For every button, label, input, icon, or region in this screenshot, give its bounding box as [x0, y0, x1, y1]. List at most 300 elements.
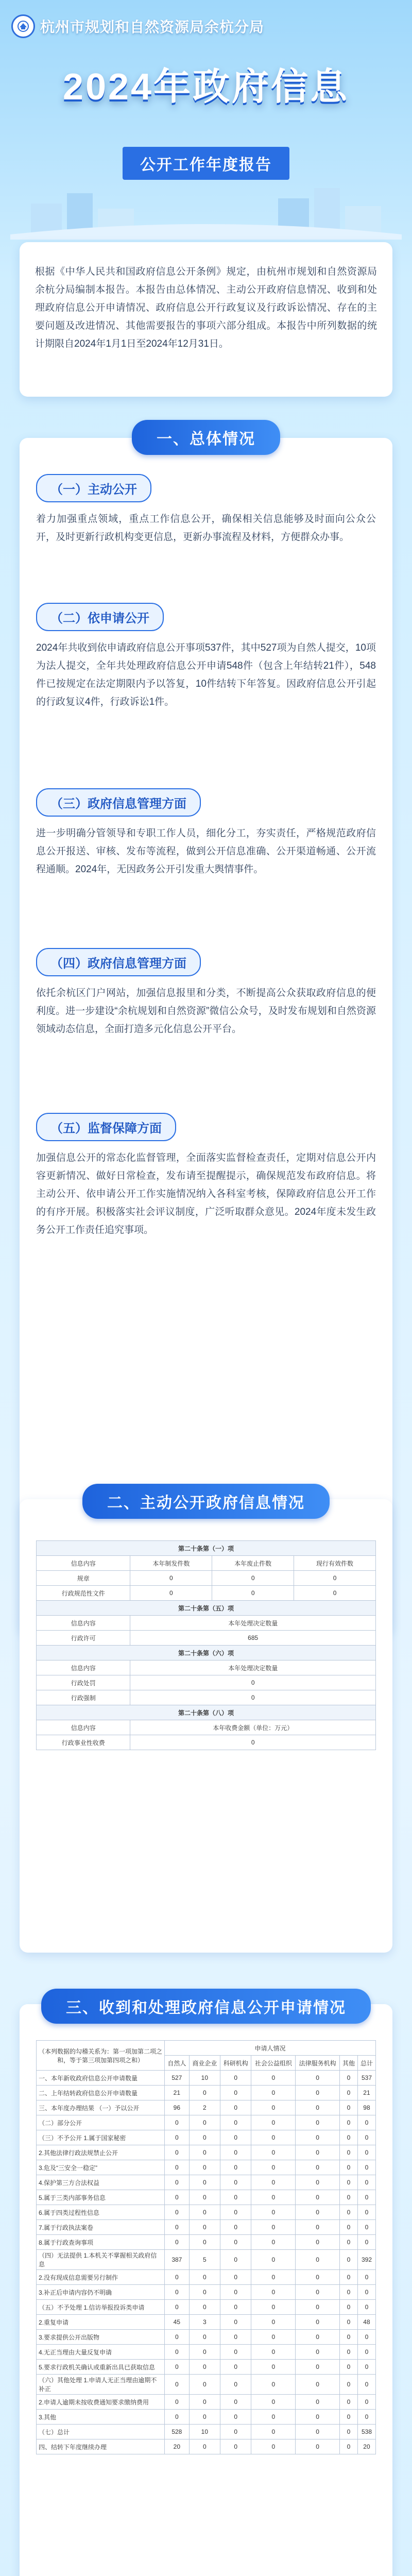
s3-cell: 3: [189, 2315, 220, 2330]
s3-cell: 二、上年结转政府信息公开申请数量: [37, 2086, 165, 2100]
s2-cell: 行政强制: [37, 1690, 130, 1705]
s3-table: [36, 2040, 376, 2454]
s3-cell: 0: [165, 2130, 190, 2145]
s3-cell: 0: [165, 2115, 190, 2130]
s3-cell: 0: [357, 2360, 375, 2375]
s2-cell: 0: [294, 1586, 376, 1601]
s2-cell: 0: [130, 1735, 376, 1750]
page-subtitle: 公开工作年度报告: [123, 147, 289, 180]
s2-row: [37, 1690, 376, 1705]
s3-cell: 0: [340, 2285, 358, 2300]
s3-cell: 0: [340, 2270, 358, 2285]
s3-cell: 528: [165, 2425, 190, 2439]
s3-cell: 0: [165, 2160, 190, 2175]
s3-cell: 0: [220, 2130, 251, 2145]
s3-cell: 8.属于行政查询事项: [37, 2235, 165, 2250]
s3-cell: 0: [251, 2315, 296, 2330]
s3-cell: 0: [220, 2205, 251, 2220]
s2-cell: 本年收费金额（单位：万元）: [130, 1720, 376, 1735]
s3-cell: 0: [296, 2235, 340, 2250]
s3-cell: 0: [220, 2235, 251, 2250]
s3-cell: 0: [357, 2410, 375, 2425]
s3-cell: 0: [357, 2345, 375, 2360]
s3-cell: 0: [189, 2395, 220, 2410]
s1-sub2-heading: [36, 603, 164, 631]
s3-cell: 0: [165, 2345, 190, 2360]
s3-cell: 2.其他法律行政法规禁止公开: [37, 2145, 165, 2160]
s3-cell: 0: [189, 2220, 220, 2235]
s3-cell: 48: [357, 2315, 375, 2330]
s3-cell: 10: [189, 2071, 220, 2086]
s2-cell: 信息内容: [37, 1556, 130, 1571]
s3-cell: 0: [357, 2395, 375, 2410]
s2-row: [37, 1616, 376, 1631]
s2-cell: 本年制发件数: [130, 1556, 212, 1571]
s3-cell: 45: [165, 2315, 190, 2330]
s3-cell: 0: [251, 2300, 296, 2315]
s3-cell: 0: [296, 2330, 340, 2345]
s3-row: [37, 2086, 376, 2100]
s3-row: [37, 2395, 376, 2410]
s3-cell: 0: [357, 2175, 375, 2190]
s3-cell: 0: [340, 2395, 358, 2410]
s3-cell: 0: [340, 2086, 358, 2100]
s3-row: [37, 2100, 376, 2115]
s3-row: [37, 2145, 376, 2160]
org-name: 杭州市规划和自然资源局余杭分局: [40, 19, 265, 35]
s3-cell: 0: [165, 2300, 190, 2315]
s3-cell: 0: [165, 2285, 190, 2300]
s1-sub5-text: 加强信息公开的常态化监督管理，全面落实监督检查责任，定期对信息公开内容更新情况、做好日常检查，发布请至提醒提示，确保规范发布政府信息。将主动公开、依申请公开工作实施情况纳入各科室考核，保障政府信息公开工作的有序开展。积极落实社会评议制度，广泛听取群众意见。2024年度未发生政务公开工作责任追究事项。: [36, 1153, 376, 1235]
s3-cell: 0: [357, 2160, 375, 2175]
s3-cell: 0: [251, 2115, 296, 2130]
s3-cell: 0: [251, 2100, 296, 2115]
s3-cell: 3.补正后申请内容仍不明确: [37, 2285, 165, 2300]
s3-cell: 3.其他: [37, 2410, 165, 2425]
s3-cell: 0: [189, 2375, 220, 2395]
s3-cell: 3.危及“三安全一稳定”: [37, 2160, 165, 2175]
s3-cell: 2: [189, 2100, 220, 2115]
s3-cell: 0: [340, 2205, 358, 2220]
s3-cell: 0: [220, 2190, 251, 2205]
section-1-title: 一、总体情况: [132, 420, 280, 455]
s1-sub3-title: （三）政府信息管理方面: [36, 788, 201, 817]
s3-cell: 0: [251, 2285, 296, 2300]
s2-table-wrap: [36, 1540, 376, 1750]
s3-row: [37, 2345, 376, 2360]
s3-cell: 0: [296, 2220, 340, 2235]
s3-row: [37, 2115, 376, 2130]
s3-cell: 0: [251, 2345, 296, 2360]
intro-text: 根据《中华人民共和国政府信息公开条例》规定，由杭州市规划和自然资源局余杭分局编制本报告。本报告由总体情况、主动公开政府信息情况、收到和处理政府信息公开申请情况、政府信息公开行政复议及行政诉讼情况、存在的主要问题及改进情况、其他需要报告的事项六部分组成。本报告中所列数据的统计期限自2024年1月1日至2024年12月31日。: [35, 266, 377, 349]
s3-cell: 0: [220, 2439, 251, 2454]
s3-cell: 0: [340, 2375, 358, 2395]
s3-cell: 0: [220, 2360, 251, 2375]
s3-table-wrap: [36, 2040, 376, 2454]
s2-row: [37, 1631, 376, 1646]
s3-cell: 0: [357, 2235, 375, 2250]
s3-cell: 0: [189, 2330, 220, 2345]
s1-sub2-title: （二）依申请公开: [36, 603, 164, 631]
section-2-banner: [0, 1484, 412, 1519]
s1-sub3-text: 进一步明确分管领导和专职工作人员，细化分工，夯实责任，严格规范政府信息公开报送、审核、发布等流程，做到公开信息准确、公开渠道畅通、公开流程通顺。2024年，无因政务公开引发重大舆情事件。: [36, 828, 376, 875]
s3-row: [37, 2235, 376, 2250]
s1-sub3-heading: [36, 788, 201, 817]
s3-cell: 0: [220, 2220, 251, 2235]
s3-cell: 0: [357, 2205, 375, 2220]
s2-cell: 本年废止件数: [212, 1556, 294, 1571]
s1-sub5-title: （五）监督保障方面: [36, 1113, 176, 1141]
s3-cell: 4.保护第三方合法权益: [37, 2175, 165, 2190]
s3-header-cell: 总计: [357, 2056, 375, 2071]
s3-cell: （三）不予公开 1.属于国家秘密: [37, 2130, 165, 2145]
s3-row: [37, 2425, 376, 2439]
s1-sub2-text: 2024年共收到依申请政府信息公开事项537件，其中527项为自然人提交，10项为法人提交，全年共处理政府信息公开申请548件（包含上年结转21件），548件已按规定在法定期限内予以答复，10件结转下年答复。因政府信息公开引起的行政复议4件，行政诉讼1件。: [36, 642, 376, 707]
header: [0, 0, 412, 242]
s2-row: [37, 1660, 376, 1675]
s2-row: [37, 1675, 376, 1690]
s3-cell: 0: [165, 2220, 190, 2235]
s3-cell: 0: [296, 2130, 340, 2145]
s2-cell: 规章: [37, 1571, 130, 1586]
s3-cell: 0: [220, 2285, 251, 2300]
s2-cell: 信息内容: [37, 1660, 130, 1675]
s3-row: [37, 2250, 376, 2270]
s3-cell: 0: [165, 2360, 190, 2375]
s3-row: [37, 2330, 376, 2345]
s3-cell: 0: [296, 2205, 340, 2220]
s3-cell: 0: [296, 2345, 340, 2360]
s3-cell: （二）部分公开: [37, 2115, 165, 2130]
s3-cell: 0: [340, 2220, 358, 2235]
s3-header-cell: 社会公益组织: [251, 2056, 296, 2071]
s3-cell: 0: [189, 2270, 220, 2285]
s3-cell: 0: [296, 2086, 340, 2100]
s3-cell: 0: [340, 2300, 358, 2315]
s3-cell: 0: [357, 2375, 375, 2395]
s2-table: [36, 1540, 376, 1750]
s3-cell: 0: [220, 2395, 251, 2410]
s3-cell: （四）无法提供 1.本机关不掌握相关政府信息: [37, 2250, 165, 2270]
s3-cell: 0: [296, 2439, 340, 2454]
s3-cell: 0: [165, 2410, 190, 2425]
section-3-banner: [0, 1989, 412, 2024]
s2-cell: 685: [130, 1631, 376, 1646]
s3-cell: 0: [189, 2360, 220, 2375]
s3-cell: 0: [251, 2360, 296, 2375]
s3-cell: 0: [251, 2205, 296, 2220]
s3-cell: 0: [340, 2345, 358, 2360]
emblem-icon: [11, 14, 35, 38]
s3-cell: 0: [165, 2395, 190, 2410]
s3-cell: 0: [220, 2375, 251, 2395]
s3-cell: 0: [296, 2360, 340, 2375]
s3-cell: 96: [165, 2100, 190, 2115]
s3-cell: 98: [357, 2100, 375, 2115]
s3-cell: 0: [189, 2115, 220, 2130]
s3-cell: 7.属于行政执法案卷: [37, 2220, 165, 2235]
s3-row: [37, 2439, 376, 2454]
s3-cell: 6.属于四类过程性信息: [37, 2205, 165, 2220]
s3-cell: 0: [165, 2270, 190, 2285]
s2-row: [37, 1720, 376, 1735]
s3-header-cell: （本列数据的勾稽关系为：第一项加第二项之和，等于第三项加第四项之和）: [37, 2041, 165, 2071]
s3-cell: 0: [340, 2360, 358, 2375]
s1-sub4-text: 依托余杭区门户网站，加强信息报里和分类，不断提高公众获取政府信息的便利度。进一步建设“余杭规划和自然资源”微信公众号，及时发布规划和自然资源领域动态信息，全面打造多元化信息公开平台。: [36, 988, 376, 1035]
s3-header-cell: 其他: [340, 2056, 358, 2071]
s3-cell: 0: [165, 2330, 190, 2345]
s3-cell: 0: [251, 2270, 296, 2285]
s3-cell: 0: [189, 2145, 220, 2160]
s3-cell: 0: [251, 2220, 296, 2235]
s3-cell: 0: [340, 2425, 358, 2439]
s2-row: [37, 1601, 376, 1616]
s2-cell: 0: [130, 1586, 212, 1601]
s3-cell: 0: [296, 2100, 340, 2115]
s3-cell: 0: [296, 2071, 340, 2086]
s3-cell: 0: [251, 2250, 296, 2270]
s3-cell: 0: [189, 2160, 220, 2175]
s3-cell: 0: [340, 2115, 358, 2130]
s3-header-row: [37, 2041, 376, 2056]
s3-cell: 0: [296, 2410, 340, 2425]
s2-cell: 第二十条第（一）项: [37, 1541, 376, 1556]
s3-cell: 四、结转下年度继续办理: [37, 2439, 165, 2454]
s3-cell: 0: [357, 2270, 375, 2285]
s3-cell: 0: [357, 2285, 375, 2300]
s2-row: [37, 1705, 376, 1720]
s3-cell: 0: [189, 2300, 220, 2315]
s3-cell: 0: [220, 2086, 251, 2100]
s3-cell: 0: [165, 2190, 190, 2205]
s3-cell: 387: [165, 2250, 190, 2270]
s2-cell: 信息内容: [37, 1616, 130, 1631]
s3-cell: 0: [357, 2115, 375, 2130]
s2-cell: 0: [294, 1571, 376, 1586]
s3-cell: 20: [165, 2439, 190, 2454]
s3-cell: 0: [340, 2410, 358, 2425]
s3-header-cell: 法律服务机构: [296, 2056, 340, 2071]
s3-cell: 537: [357, 2071, 375, 2086]
s3-cell: 392: [357, 2250, 375, 2270]
s3-cell: 20: [357, 2439, 375, 2454]
s3-cell: 0: [220, 2145, 251, 2160]
s3-cell: 5.要求行政机关确认或重新出具已获取信息: [37, 2360, 165, 2375]
s3-cell: 0: [251, 2175, 296, 2190]
s3-row: [37, 2375, 376, 2395]
s3-cell: 2.没有现成信息需要另行制作: [37, 2270, 165, 2285]
s3-cell: 0: [189, 2190, 220, 2205]
s3-cell: 0: [220, 2425, 251, 2439]
s3-cell: 0: [340, 2100, 358, 2115]
s3-cell: 0: [189, 2086, 220, 2100]
page-title: 2024年政府信息: [62, 66, 350, 108]
s3-cell: 0: [189, 2130, 220, 2145]
s3-cell: 0: [340, 2250, 358, 2270]
s3-cell: 0: [220, 2160, 251, 2175]
s3-cell: 0: [251, 2425, 296, 2439]
s1-sub1-heading: [36, 474, 151, 502]
intro-card: [20, 242, 392, 397]
s2-cell: 0: [212, 1571, 294, 1586]
s3-cell: 0: [251, 2330, 296, 2345]
s3-cell: 0: [357, 2190, 375, 2205]
s3-cell: （七）总计: [37, 2425, 165, 2439]
s3-header-cell: 申请人情况: [165, 2041, 376, 2056]
s3-cell: 0: [340, 2145, 358, 2160]
s3-cell: 0: [165, 2375, 190, 2395]
s3-cell: （五）不予处理 1.信访举报投诉类申请: [37, 2300, 165, 2315]
s2-cell: 0: [212, 1586, 294, 1601]
s3-cell: 一、本年新收政府信息公开申请数量: [37, 2071, 165, 2086]
s3-cell: 21: [165, 2086, 190, 2100]
s3-cell: 0: [251, 2130, 296, 2145]
s3-cell: 0: [296, 2425, 340, 2439]
s3-cell: 0: [220, 2100, 251, 2115]
s3-cell: 0: [251, 2410, 296, 2425]
s3-cell: 0: [165, 2235, 190, 2250]
s3-cell: 5: [189, 2250, 220, 2270]
s3-cell: 21: [357, 2086, 375, 2100]
s3-cell: 10: [189, 2425, 220, 2439]
s3-cell: 0: [251, 2160, 296, 2175]
s3-row: [37, 2205, 376, 2220]
s3-row: [37, 2360, 376, 2375]
section-3-title: 三、收到和处理政府信息公开申请情况: [41, 1989, 371, 2024]
s3-cell: 0: [251, 2071, 296, 2086]
s2-cell: 行政事业性收费: [37, 1735, 130, 1750]
s1-sub1-text: 着力加强重点领域，重点工作信息公开，确保相关信息能够及时面向公众公开，及时更新行政机构变更信息，更新办事流程及材料，方便群众办事。: [36, 514, 376, 543]
section-1-banner: [0, 420, 412, 455]
s3-cell: 0: [296, 2160, 340, 2175]
city-skyline-illustration: [10, 178, 402, 240]
s3-cell: 0: [220, 2345, 251, 2360]
s3-cell: 0: [296, 2395, 340, 2410]
s3-cell: 0: [296, 2145, 340, 2160]
s3-cell: 0: [251, 2439, 296, 2454]
s2-row: [37, 1556, 376, 1571]
s3-cell: 0: [189, 2345, 220, 2360]
s3-cell: 0: [220, 2115, 251, 2130]
s3-cell: 0: [165, 2205, 190, 2220]
s3-cell: 0: [357, 2220, 375, 2235]
s2-cell: 信息内容: [37, 1720, 130, 1735]
s3-row: [37, 2175, 376, 2190]
s3-cell: 4.无正当理由大量反复申请: [37, 2345, 165, 2360]
s2-row: [37, 1586, 376, 1601]
s2-cell: 0: [130, 1690, 376, 1705]
s2-cell: 行政许可: [37, 1631, 130, 1646]
s2-cell: 本年处理决定数量: [130, 1660, 376, 1675]
s3-cell: 0: [189, 2285, 220, 2300]
s3-cell: 527: [165, 2071, 190, 2086]
s3-cell: 538: [357, 2425, 375, 2439]
s3-cell: 5.属于三类内部事务信息: [37, 2190, 165, 2205]
s3-cell: 0: [340, 2330, 358, 2345]
s2-cell: 本年处理决定数量: [130, 1616, 376, 1631]
s3-cell: 0: [296, 2375, 340, 2395]
s3-cell: 0: [340, 2071, 358, 2086]
s2-cell: 现行有效件数: [294, 1556, 376, 1571]
s3-cell: 3.要求提供公开出版物: [37, 2330, 165, 2345]
s3-cell: 0: [251, 2145, 296, 2160]
s2-cell: 第二十条第（六）项: [37, 1646, 376, 1660]
s3-cell: 0: [251, 2395, 296, 2410]
s3-row: [37, 2410, 376, 2425]
s3-cell: 0: [189, 2205, 220, 2220]
s2-row: [37, 1735, 376, 1750]
org-logo-row: [11, 14, 264, 38]
s3-cell: 0: [357, 2130, 375, 2145]
s3-row: [37, 2270, 376, 2285]
s3-cell: 0: [220, 2300, 251, 2315]
s3-cell: 0: [189, 2235, 220, 2250]
s3-row: [37, 2285, 376, 2300]
s3-cell: 0: [165, 2175, 190, 2190]
s3-cell: 0: [296, 2115, 340, 2130]
s2-row: [37, 1541, 376, 1556]
s3-cell: 0: [340, 2190, 358, 2205]
s3-row: [37, 2190, 376, 2205]
s2-cell: 第二十条第（八）项: [37, 1705, 376, 1720]
s3-cell: 2.重复申请: [37, 2315, 165, 2330]
s3-cell: 0: [251, 2086, 296, 2100]
s3-cell: 2.申请人逾期未按收费通知要求缴纳费用: [37, 2395, 165, 2410]
s3-row: [37, 2220, 376, 2235]
s3-cell: 0: [357, 2300, 375, 2315]
s1-sub1-title: （一）主动公开: [36, 474, 151, 502]
s3-row: [37, 2160, 376, 2175]
s3-row: [37, 2130, 376, 2145]
s3-header-cell: 科研机构: [220, 2056, 251, 2071]
s3-cell: 0: [251, 2375, 296, 2395]
s3-header-cell: 自然人: [165, 2056, 190, 2071]
s3-cell: 0: [220, 2315, 251, 2330]
s2-cell: 0: [130, 1675, 376, 1690]
s3-cell: 0: [340, 2235, 358, 2250]
s1-sub4-title: （四）政府信息管理方面: [36, 948, 201, 976]
s3-cell: 0: [220, 2270, 251, 2285]
s3-cell: 0: [165, 2145, 190, 2160]
s3-cell: 0: [220, 2410, 251, 2425]
s3-cell: 0: [220, 2330, 251, 2345]
s2-cell: 行政规范性文件: [37, 1586, 130, 1601]
s3-cell: 0: [357, 2330, 375, 2345]
s1-sub4-heading: [36, 948, 201, 976]
s3-cell: 0: [189, 2410, 220, 2425]
s3-cell: 0: [340, 2160, 358, 2175]
s3-cell: 三、本年度办理结果 （一）予以公开: [37, 2100, 165, 2115]
s3-cell: 0: [220, 2175, 251, 2190]
s3-cell: 0: [296, 2315, 340, 2330]
s3-cell: 0: [251, 2235, 296, 2250]
s1-sub5-heading: [36, 1113, 176, 1141]
s3-cell: 0: [340, 2439, 358, 2454]
s3-cell: 0: [189, 2439, 220, 2454]
s3-cell: 0: [357, 2145, 375, 2160]
s3-cell: 0: [296, 2270, 340, 2285]
s2-row: [37, 1571, 376, 1586]
s3-cell: 0: [296, 2300, 340, 2315]
s2-row: [37, 1646, 376, 1660]
s3-cell: 0: [296, 2175, 340, 2190]
s3-cell: 0: [296, 2250, 340, 2270]
s2-cell: 行政处罚: [37, 1675, 130, 1690]
s3-cell: 0: [340, 2315, 358, 2330]
s3-cell: 0: [220, 2250, 251, 2270]
s3-row: [37, 2315, 376, 2330]
s3-cell: 0: [251, 2190, 296, 2205]
